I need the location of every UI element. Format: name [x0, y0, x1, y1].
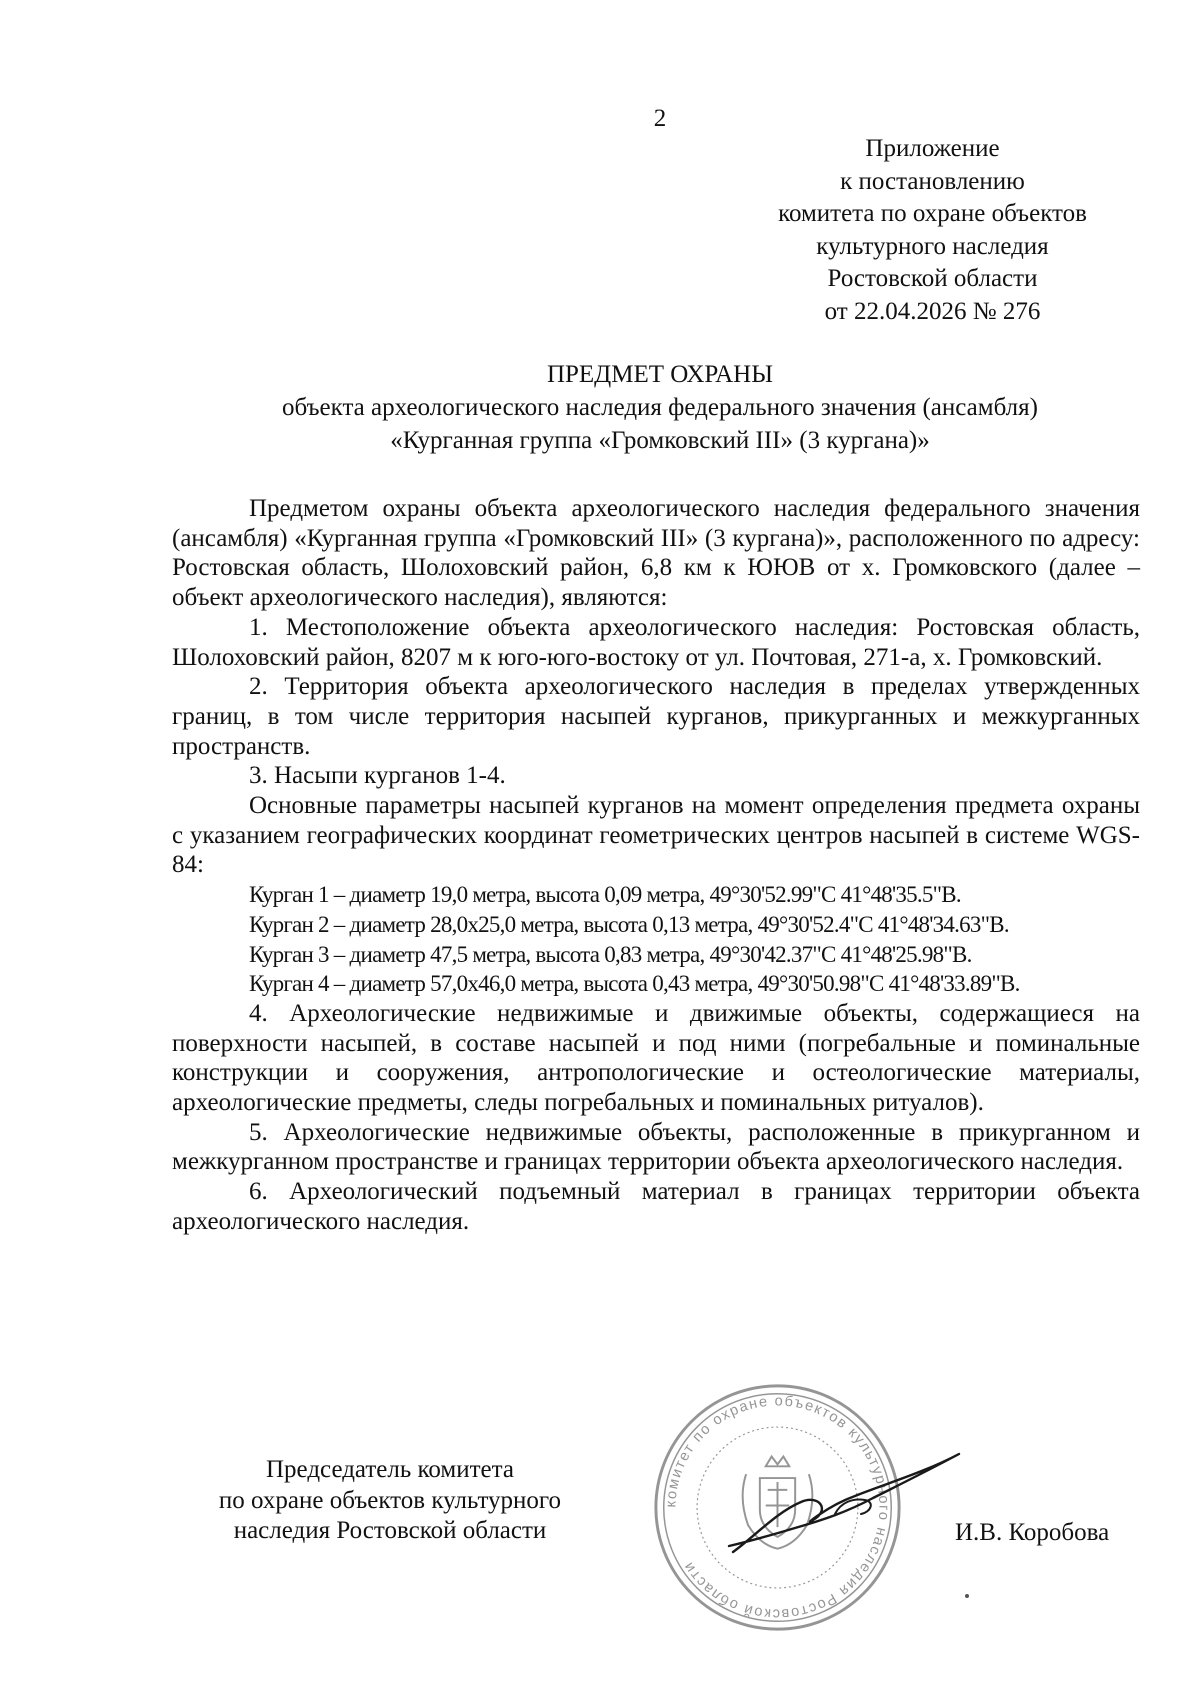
kurgan-4-line: Курган 4 – диаметр 57,0х46,0 метра, высота 0,43 метра, 49°30'50.98"С 41°48'33.89"В.: [249, 971, 1020, 997]
document-heading: ПРЕДМЕТ ОХРАНЫ: [546, 361, 774, 388]
appendix-line-6: от 22.04.2026 № 276: [824, 297, 1041, 325]
appendix-line-1: Приложение: [865, 135, 1000, 162]
item-5-paragraph: 5. Археологические недвижимые объекты, расположенные в прикурганном и межкурганном пространстве и границах территории объекта археологического наследия.: [172, 1118, 1140, 1176]
document-subtitle-2: «Курганная группа «Громковский III» (3 кургана)»: [390, 427, 930, 454]
signatory-role-line-2: по охране объектов культурного: [218, 1486, 562, 1514]
scan-mark: [965, 1594, 969, 1598]
item-2-paragraph: 2. Территория объекта археологического наследия в пределах утвержденных границ, в том числе территория насыпей курганов, прикурганных и межкурганных пространств.: [172, 673, 1140, 760]
signatory-name: И.В. Коробова: [955, 1519, 1110, 1546]
parameters-paragraph: Основные параметры насыпей курганов на момент определения предмета охраны с указанием географических координат геометрических центров насыпей в системе WGS-84:: [172, 792, 1140, 879]
handwritten-signature: [715, 1440, 965, 1570]
item-1-paragraph: 1. Местоположение объекта археологического наследия: Ростовская область, Шолоховский район, 8207 м к юго-юго-востоку от ул. Почтовая, 271-а, х. Громковский.: [172, 613, 1140, 671]
intro-paragraph: Предметом охраны объекта археологического наследия федерального значения (ансамбля) «Курганная группа «Громковский III» (3 кургана)», расположенного по адресу: Ростовская область, Шолоховский район, 6,8 км к ЮЮВ от х. Громковского (далее – объект археологического наследия), являются:: [172, 495, 1140, 612]
seal-outer-text: комитет по охране объектов культурного наследия Ростовской области: [663, 1393, 892, 1622]
appendix-line-3: комитета по охране объектов: [778, 200, 1087, 227]
document-subtitle-1: объекта археологического наследия федерального значения (ансамбля): [282, 394, 1038, 421]
item-6-paragraph: 6. Археологический подъемный материал в границах территории объекта археологического наследия.: [172, 1178, 1140, 1235]
kurgan-1-line: Курган 1 – диаметр 19,0 метра, высота 0,09 метра, 49°30'52.99"С 41°48'35.5"В.: [249, 882, 961, 908]
signatory-role: [185, 1455, 595, 1547]
page-number: 2: [653, 105, 667, 132]
signatory-role-line-3: наследия Ростовской области: [233, 1517, 547, 1544]
appendix-block: [750, 133, 1115, 328]
appendix-line-4: культурного наследия: [816, 232, 1049, 260]
item-3-paragraph: 3. Насыпи курганов 1-4.: [249, 762, 506, 790]
kurgan-3-line: Курган 3 – диаметр 47,5 метра, высота 0,83 метра, 49°30'42.37"С 41°48'25.98"В.: [249, 941, 972, 967]
document-body: [172, 494, 1140, 1237]
appendix-line-5: Ростовской области: [827, 265, 1038, 292]
document-title-block: [170, 358, 1150, 457]
signatory-role-line-1: Председатель комитета: [266, 1456, 514, 1483]
item-4-paragraph: 4. Археологические недвижимые и движимые объекты, содержащиеся на поверхности насыпей, в составе насыпей и под ними (погребальные и поминальные конструкции и сооружения, антропологические и остеологические материалы, археологические предметы, следы погребальных и поминальных ритуалов).: [172, 999, 1140, 1117]
kurgan-2-line: Курган 2 – диаметр 28,0х25,0 метра, высота 0,13 метра, 49°30'52.4"С 41°48'34.63"В.: [249, 911, 1009, 937]
appendix-line-2: к постановлению: [840, 167, 1025, 195]
